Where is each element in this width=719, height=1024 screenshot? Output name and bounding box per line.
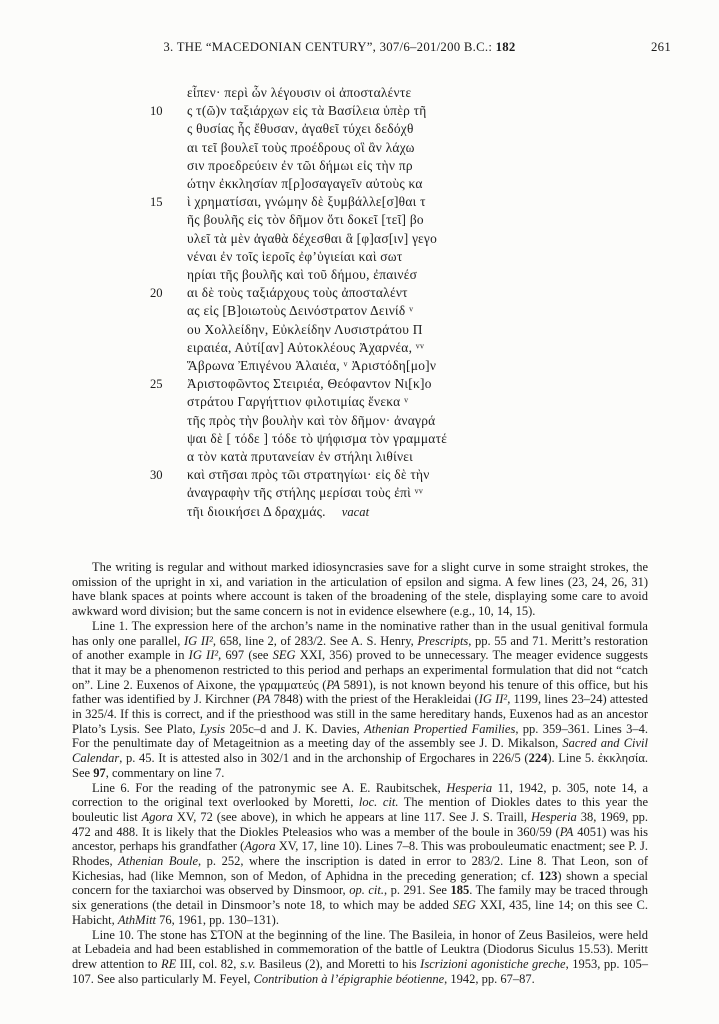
- inscription-line-text: στράτου Γαργήττιον φιλοτιμίας ἕνεκα ᵛ: [187, 394, 409, 410]
- commentary-text: 7848) with the priest of the Herakleidai (: [270, 692, 479, 707]
- commentary-text: ) shown a special concern for the taxiarchoi was observed by Dinsmoor,: [72, 868, 649, 898]
- inscription-line-text: εἶπεν· περὶ ὧν λέγουσιν οἱ ἀποσταλέντε: [187, 85, 412, 100]
- cited-title: Hesperia: [446, 780, 493, 795]
- cited-title: IG II²: [184, 633, 213, 648]
- inscription-line-text: νέναι ἐν τοῖς ἱεροῖς ἐφ’ὑγιείαι καὶ σωτ: [187, 248, 403, 264]
- running-head: [0, 40, 719, 55]
- inscription-line: [150, 120, 447, 138]
- page-number: 261: [651, 40, 671, 54]
- commentary-text: XV, 17, line 10). Lines 7–8. This was probouleumatic enactment; see P. J. Rhodes,: [72, 839, 648, 869]
- inscription-line: [150, 211, 447, 229]
- catalogue-number-ref: 224: [528, 751, 548, 766]
- commentary-text: Line 6. For the reading of the patronymic see A. E. Raubitschek,: [92, 780, 447, 795]
- inscription-line: [150, 84, 447, 102]
- inscription-line: [150, 157, 447, 175]
- cited-title: Sacred and Civil Calendar: [72, 736, 648, 766]
- commentary-text: , 658, line 2, of 283/2. See A. S. Henry,: [212, 633, 418, 648]
- inscription-line-text: α τὸν κατὰ πρυτανείαν ἐν στήληι λιθίνει: [187, 449, 414, 465]
- commentary-text: , p. 291. See: [383, 883, 451, 898]
- commentary-paragraph: [72, 781, 648, 928]
- commentary-text: , pp. 359–361. Lines 3–4. For the penultimate day of Metageitnion as a meeting day of the assembly see J. D. Mikalson,: [72, 721, 648, 751]
- cited-title: Agora: [244, 839, 276, 854]
- inscription-line: [150, 339, 447, 357]
- commentary-text: XXI, 435, line 14; on this see C. Habicht,: [72, 898, 648, 927]
- commentary-text: 11, 1942, p. 305, note 14, a correction to the original text overlooked by Moretti,: [72, 780, 648, 810]
- page-header: [0, 40, 719, 55]
- commentary-text: , pp. 55 and 71. Meritt’s restoration of another example in: [72, 633, 648, 663]
- inscription-line: [150, 393, 447, 411]
- commentary-block: [72, 560, 648, 986]
- inscription-line-number: 20: [150, 286, 163, 301]
- section-title: 3. THE “MACEDONIAN CENTURY”, 307/6–201/200 B.C.:: [163, 40, 496, 54]
- commentary-text: 205c–d and J. K. Davies,: [225, 721, 365, 736]
- cited-title: SEG: [452, 898, 476, 913]
- inscription-line-text: ειραιέα, Αὐτί[αν] Αὐτοκλέους Ἀχαρνέα, ᵛᵛ: [187, 339, 425, 355]
- inscription-line-number: 30: [150, 468, 163, 483]
- cited-title: Contribution à l’épigraphie béotienne: [253, 971, 445, 986]
- commentary-text: 5891), is not known beyond his tenure of this office, but his father was identified by J. Kirchner (: [72, 677, 648, 707]
- commentary-text: , p. 252, where the inscription is dated in error to 283/2. Line 8. That Leon, son of Kichesias, had (like Memnon, son of Medon, of Aphidna in the preceding generation; cf.: [72, 854, 649, 883]
- cited-title: PA: [326, 677, 341, 692]
- commentary-text: 38, 1969, pp. 472 and 488. It is likely that the Diokles Pteleasios who was a member of the boule in 360/59 (: [72, 809, 648, 839]
- inscription-line-number: 10: [150, 104, 163, 119]
- inscription-line: [150, 248, 447, 266]
- inscription-line-text: τῆς πρὸς τὴν βουλὴν καὶ τὸν δῆμον· ἀναγρά: [187, 412, 436, 428]
- inscription-line: [150, 230, 447, 248]
- inscription-line-text: αι τεῖ βουλεῖ τοὺς προέδρους οἳ ἂν λάχω: [187, 139, 415, 155]
- cited-title: Athenian Boule: [118, 854, 198, 869]
- catalogue-number-ref: 185: [450, 883, 470, 898]
- commentary-text: The mention of Diokles dates to this year the bouleutic list: [72, 795, 648, 824]
- inscription-line: [150, 266, 447, 284]
- cited-title: AthMitt: [117, 912, 157, 927]
- commentary-text: , 1942, pp. 67–87.: [444, 971, 535, 986]
- cited-title: IG II²: [188, 648, 219, 663]
- cited-title: op. cit.: [349, 883, 384, 898]
- commentary-text: ). Line 5. ἐκκλησία. See: [72, 751, 648, 780]
- inscription-line-number: 25: [150, 377, 163, 392]
- inscription-line-text: τῆι διοικήσει Δ δραχμάς.: [187, 503, 326, 519]
- commentary-paragraph: [72, 619, 648, 781]
- inscription-line: [150, 412, 447, 430]
- cited-title: RE: [160, 956, 177, 971]
- inscription-line: [150, 448, 447, 466]
- inscription-line-text: ς θυσίας ἧς ἔθυσαν, ἀγαθεῖ τύχει δεδόχθ: [187, 121, 414, 137]
- cited-title: s.v.: [239, 956, 256, 971]
- cited-title: Agora: [141, 809, 173, 824]
- inscription-line-text: σιν προεδρεύειν ἐν τῶι δήμωι εἰς τὴν πρ: [187, 157, 413, 173]
- inscription-line-text: ὶ χρηματίσαι, γνώμην δὲ ξυμβάλλε[σ]θαι τ: [187, 194, 426, 210]
- cited-title: loc. cit.: [358, 795, 399, 810]
- inscription-line: [150, 503, 447, 521]
- catalogue-number-ref: 123: [538, 868, 558, 883]
- inscription-line-text: ώτην ἐκκλησίαν π[ρ]οσαγαγεῖν αὐτοὺς κα: [187, 176, 423, 192]
- inscription-line: [150, 466, 447, 484]
- section-number: 182: [495, 40, 516, 54]
- inscription-line: [150, 430, 447, 448]
- inscription-line-text: ς τ(ῶ)ν ταξιάρχων εἰς τὰ Βασίλεια ὑπὲρ τῆ: [187, 103, 427, 119]
- cited-title: Iscrizioni agonistiche greche: [420, 956, 566, 971]
- inscription-line-text: ου Χολλείδην, Εὐκλείδην Λυσιστράτου Π: [187, 321, 423, 337]
- commentary-text: , p. 45. It is attested also in 302/1 and in the archonship of Ergochares in 226/5 (: [119, 751, 529, 766]
- greek-inscription-block: [150, 84, 447, 521]
- inscription-line: [150, 302, 447, 320]
- inscription-line: [150, 484, 447, 502]
- commentary-text: 76, 1961, pp. 130–131).: [156, 912, 279, 927]
- cited-title: PA: [559, 824, 574, 839]
- commentary-text: , 697 (see: [218, 648, 273, 663]
- commentary-text: Basileus (2), and Moretti to his: [255, 956, 421, 971]
- commentary-text: , 1199, lines 23–24) attested in 325/4. If this is correct, and if the priesthood was still in the same hereditary hands, Euxenos had as an ancestor Plato’s Lysis. See Plato,: [72, 692, 648, 736]
- inscription-line-text: καὶ στῆσαι πρὸς τῶι στρατηγίωι· εἰς δὲ τὴν: [187, 467, 430, 483]
- inscription-line-text: ηρίαι τῆς βουλῆς καὶ τοῦ δήμου, ἐπαινέσ: [187, 267, 418, 283]
- vacat-label: vacat: [341, 504, 370, 519]
- inscription-line-text: υλεῖ τὰ μὲν ἀγαθὰ δέχεσθαι ἃ [φ]ασ[ιν] γεγο: [187, 230, 438, 246]
- inscription-line: [150, 357, 447, 375]
- inscription-line: [150, 284, 447, 302]
- inscription-line: [150, 375, 447, 393]
- inscription-line-text: Ἅβρωνα Ἐπιγένου Ἁλαιέα, ᵛ Ἀριστόδη[μο]ν: [187, 358, 437, 374]
- commentary-text: Line 10. The stone has ΣΤΟΝ at the beginning of the line. The Basileia, in honor of Zeus Basileios, were held at Lebadeia and had been established in commemoration of the battle of Leuktra (Diodorus Siculus 15.53). Meritt drew attention to: [72, 927, 648, 971]
- cited-title: PA: [256, 692, 271, 707]
- commentary-paragraph: [72, 560, 648, 619]
- inscription-line: [150, 102, 447, 120]
- cited-title: Lysis: [199, 721, 226, 736]
- cited-title: SEG: [272, 648, 296, 663]
- inscription-line-text: Ἀριστοφῶντος Στειριέα, Θεόφαντον Νι[κ]ο: [187, 376, 432, 392]
- inscription-line-text: ας εἰς [Β]οιωτοὺς Δεινόστρατον Δεινίδ ᵛ: [187, 303, 414, 319]
- inscription-line: [150, 193, 447, 211]
- cited-title: Athenian Propertied Families: [364, 721, 516, 736]
- cited-title: Prescripts: [417, 633, 469, 648]
- commentary-text: III, col. 82,: [176, 956, 240, 971]
- cited-title: Hesperia: [530, 809, 577, 824]
- inscription-line-text: ψαι δὲ [ τόδε ] τόδε τὸ ψήφισμα τὸν γραμματέ: [187, 430, 448, 446]
- commentary-text: . The family may be traced through six generations (the detail in Dinsmoor’s note 18, to which may be added: [72, 883, 648, 913]
- inscription-line: [150, 321, 447, 339]
- commentary-paragraph: [72, 928, 648, 987]
- commentary-text: Line 1. The expression here of the archon’s name in the nominative rather than in the usual genitival formula has only one parallel,: [72, 618, 648, 648]
- inscription-line-number: 15: [150, 195, 163, 210]
- commentary-text: XV, 72 (see above), in which he appears at line 117. See J. S. Traill,: [172, 809, 531, 824]
- commentary-text: 4051) was his ancestor, perhaps his grandfather (: [72, 824, 648, 854]
- commentary-text: , commentary on line 7.: [105, 765, 225, 780]
- inscription-line: [150, 175, 447, 193]
- inscription-line: [150, 139, 447, 157]
- cited-title: IG II²: [478, 692, 508, 707]
- commentary-text: XXI, 356) proved to be unnecessary. The meager evidence suggests that it may be a phenomenon restricted to this period and perhaps an experimental formulation that did not “catch on”. Line 2. Euxenos of Aixone, the γραμματεύς (: [72, 648, 648, 692]
- inscription-line-text: ἀναγραφὴν τῆς στήλης μερίσαι τοὺς ἐπὶ ᵛᵛ: [187, 485, 424, 501]
- catalogue-number-ref: 97: [93, 765, 106, 780]
- inscription-line-text: ῆς βουλῆς εἰς τὸν δῆμον ὅτι δοκεῖ [τεῖ] βο: [187, 212, 424, 228]
- commentary-text: The writing is regular and without marked idiosyncrasies save for a slight curve in some straight strokes, the omission of the upright in xi, and variation in the articulation of epsilon and sigma. A few lines (23, 24, 26, 31) have blank spaces at points where account is taken of the broadening of the stele, displaying some care to avoid awkward word division; but the same concern is not in evidence elsewhere (e.g., 10, 14, 15).: [72, 560, 648, 619]
- commentary-text: , 1953, pp. 105–107. See also particularly M. Feyel,: [72, 956, 648, 986]
- inscription-line-text: αι δὲ τοὺς ταξιάρχους τοὺς ἀποσταλέντ: [187, 285, 408, 301]
